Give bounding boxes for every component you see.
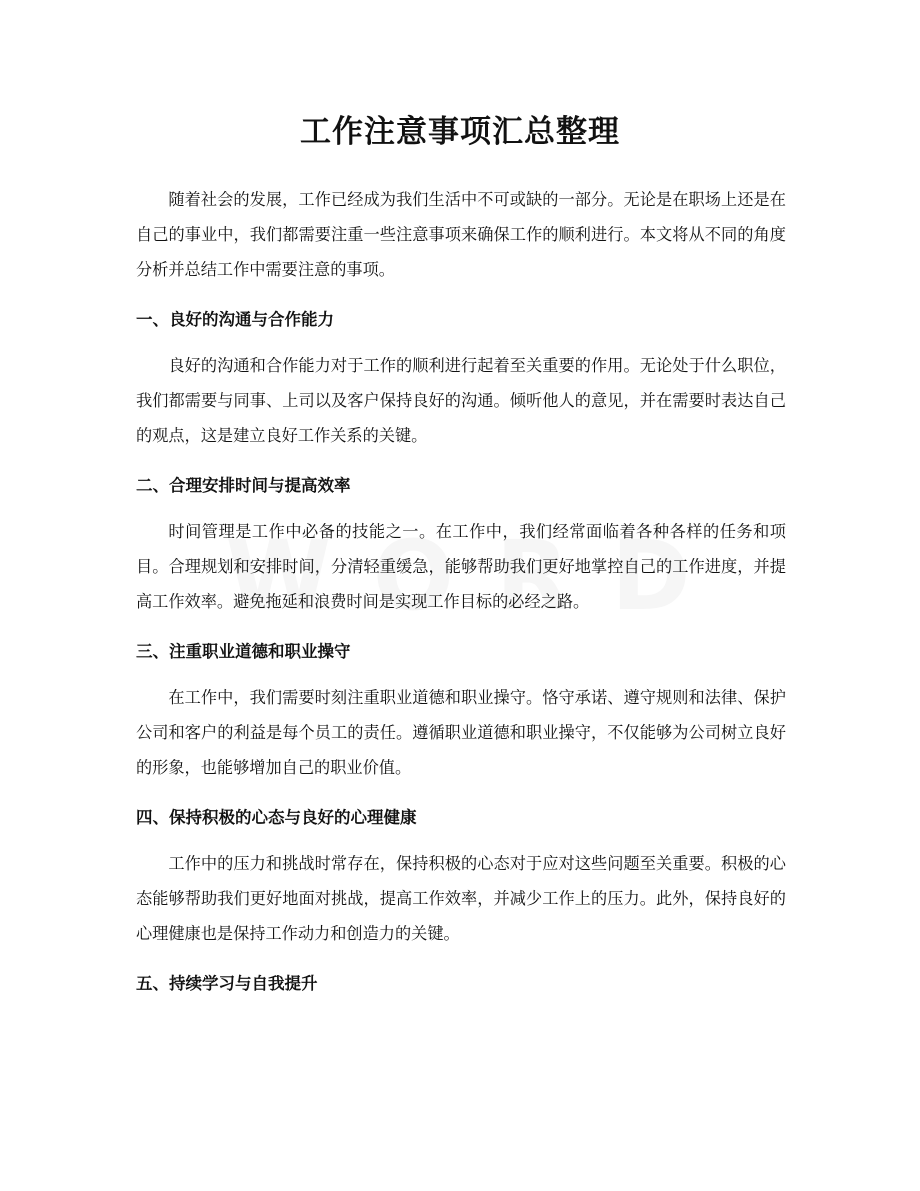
section-heading-1: 一、良好的沟通与合作能力 [136,310,334,329]
spacer [136,332,786,348]
document-title: 工作注意事项汇总整理 [300,114,620,150]
section-body-4: 工作中的压力和挑战时常存在，保持积极的心态对于应对这些问题至关重要。积极的心态能够帮助我们更好地面对挑战，提高工作效率，并减少工作上的压力。此外，保持良好的心理健康也是保持工作动力和创造力的关键。 [136,854,786,943]
section-heading-3: 三、注重职业道德和职业操守 [136,642,351,661]
spacer [136,951,786,972]
section-body-3: 在工作中，我们需要时刻注重职业道德和职业操守。恪守承诺、遵守规则和法律、保护公司和客户的利益是每个员工的责任。遵循职业道德和职业操守，不仅能够为公司树立良好的形象，也能够增加自己的职业价值。 [136,688,786,777]
intro-paragraph: 随着社会的发展，工作已经成为我们生活中不可或缺的一部分。无论是在职场上还是在自己的事业中，我们都需要注重一些注意事项来确保工作的顺利进行。本文将从不同的角度分析并总结工作中需要注意的事项。 [136,190,786,279]
spacer [136,287,786,308]
section-body-2: 时间管理是工作中必备的技能之一。在工作中，我们经常面临着各种各样的任务和项目。合理规划和安排时间，分清轻重缓急，能够帮助我们更好地掌控自己的工作进度，并提高工作效率。避免拖延和浪费时间是实现工作目标的必经之路。 [136,522,786,611]
spacer [136,453,786,474]
section-heading-2: 二、合理安排时间与提高效率 [136,476,351,495]
spacer [136,619,786,640]
spacer [136,664,786,680]
spacer [136,785,786,806]
document-body [136,182,786,996]
section-heading-5: 五、持续学习与自我提升 [136,974,318,993]
spacer [136,830,786,846]
section-heading-4: 四、保持积极的心态与良好的心理健康 [136,808,417,827]
section-body-1: 良好的沟通和合作能力对于工作的顺利进行起着至关重要的作用。无论处于什么职位，我们都需要与同事、上司以及客户保持良好的沟通。倾听他人的意见，并在需要时表达自己的观点，这是建立良好工作关系的关键。 [136,356,786,445]
spacer [136,498,786,514]
